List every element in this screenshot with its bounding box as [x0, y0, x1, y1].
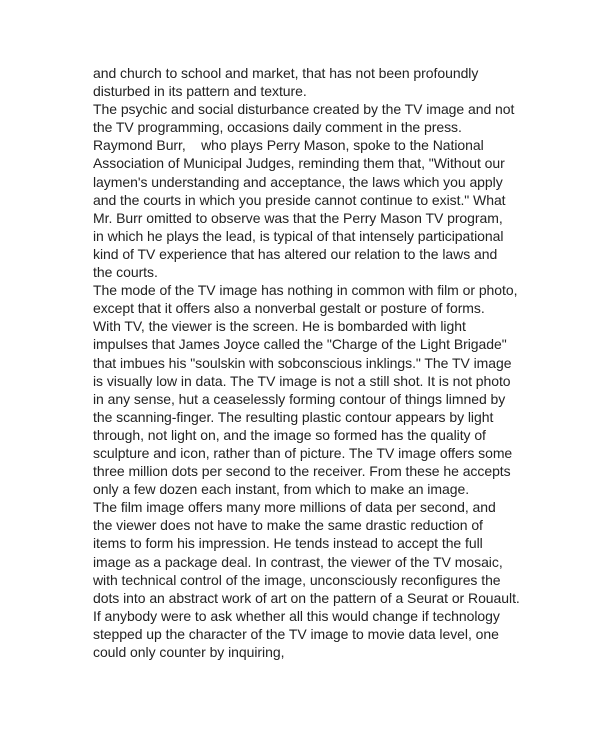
text-line: the scanning-finger. The resulting plastic contour appears by light: [93, 408, 494, 425]
text-line: items to form his impression. He tends instead to accept the full: [93, 535, 483, 552]
text-line: stepped up the character of the TV image to movie data level, one: [93, 625, 499, 642]
text-line: sculpture and icon, rather than of picture. The TV image offers some: [93, 444, 513, 461]
body-text: [93, 64, 533, 661]
text-line: Raymond Burr, who plays Perry Mason, spoke to the National: [93, 137, 484, 154]
text-line: with technical control of the image, unconsciously reconfigures the: [93, 571, 501, 588]
text-line: disturbed in its pattern and texture.: [93, 83, 307, 100]
text-line: dots into an abstract work of art on the pattern of a Seurat or Rouault.: [93, 589, 520, 606]
text-line: Association of Municipal Judges, reminding them that, "Without our: [93, 155, 505, 172]
text-line: If anybody were to ask whether all this would change if technology: [93, 607, 500, 624]
text-line: is visually low in data. The TV image is not a still shot. It is not photo: [93, 372, 511, 389]
text-line: the viewer does not have to make the same drastic reduction of: [93, 517, 483, 534]
text-line: kind of TV experience that has altered our relation to the laws and: [93, 245, 498, 262]
text-line: The mode of the TV image has nothing in common with film or photo,: [93, 282, 518, 299]
text-line: three million dots per second to the receiver. From these he accepts: [93, 463, 511, 480]
text-line: the TV programming, occasions daily comment in the press.: [93, 119, 462, 136]
text-line: The psychic and social disturbance created by the TV image and not: [93, 101, 515, 118]
text-line: in any sense, hut a ceaselessly forming contour of things limned by: [93, 390, 506, 407]
text-line: and church to school and market, that has not been profoundly: [93, 65, 479, 81]
text-line: in which he plays the lead, is typical of that intensely participational: [93, 227, 504, 244]
text-line: image as a package deal. In contrast, the viewer of the TV mosaic,: [93, 553, 503, 570]
text-line: except that it offers also a nonverbal gestalt or posture of forms.: [93, 300, 485, 317]
text-line: laymen's understanding and acceptance, the laws which you apply: [93, 173, 503, 190]
text-line: Mr. Burr omitted to observe was that the Perry Mason TV program,: [93, 209, 503, 226]
text-line: The film image offers many more millions of data per second, and: [93, 499, 496, 516]
text-line: impulses that James Joyce called the "Charge of the Light Brigade": [93, 336, 507, 353]
text-line: only a few dozen each instant, from which to make an image.: [93, 481, 470, 498]
text-line: and the courts in which you preside cannot continue to exist." What: [93, 191, 506, 208]
text-line: With TV, the viewer is the screen. He is bombarded with light: [93, 318, 466, 335]
text-line: could only counter by inquiring,: [93, 644, 285, 660]
text-line: the courts.: [93, 264, 158, 281]
text-line: through, not light on, and the image so formed has the quality of: [93, 426, 486, 443]
text-line: that imbues his "soulskin with sobconscious inklings." The TV image: [93, 354, 512, 371]
